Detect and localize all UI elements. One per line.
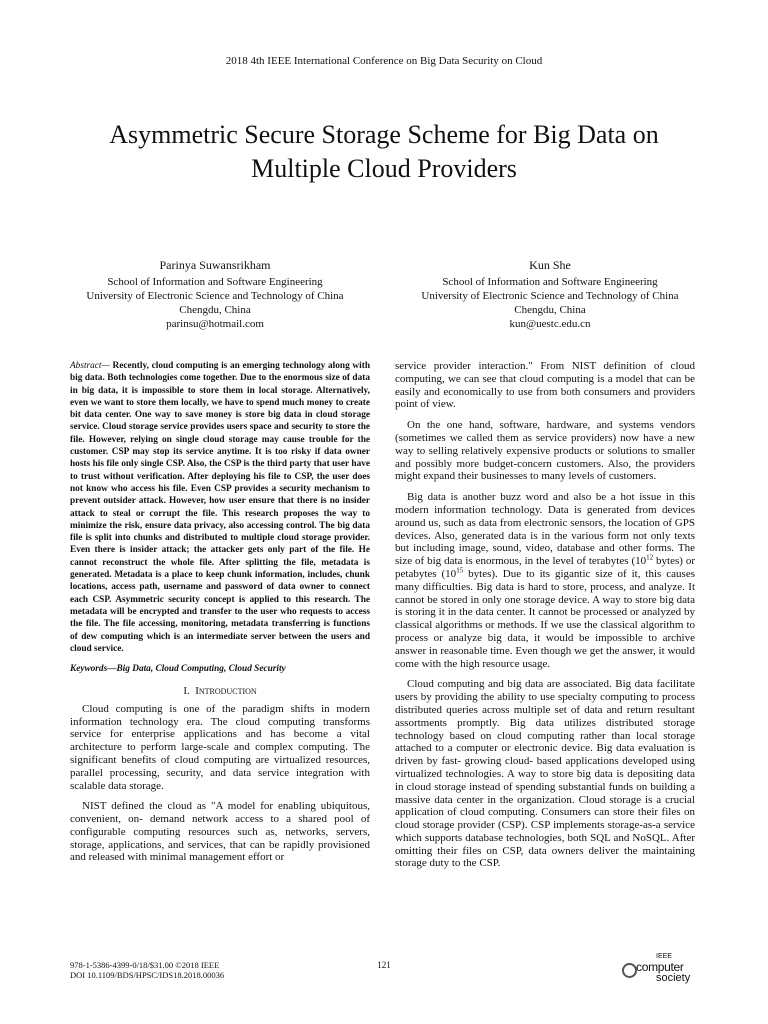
page-number: 121 [377, 960, 391, 970]
author-email: parinsu@hotmail.com [166, 318, 264, 330]
body-paragraph: On the one hand, software, hardware, and systems vendors (sometimes we called them as service providers) now have a new way to selling relatively expensive products or solutions to smaller and possibly more budget-concern customers. Also, the providers might expand their businesses to many levels of customers. [395, 419, 695, 483]
paper-title-line1: Asymmetric Secure Storage Scheme for Big Data on [109, 120, 659, 149]
author-affiliation-school: School of Information and Software Engineering [107, 276, 323, 288]
author-block-1 [50, 258, 380, 331]
body-paragraph [395, 491, 695, 670]
logo-mark-icon [622, 963, 637, 978]
section-number: I. [183, 684, 190, 697]
keywords: Keywords—Big Data, Cloud Computing, Cloud Security [70, 664, 286, 675]
author-affiliation-university: University of Electronic Science and Technology of China [86, 290, 344, 302]
paper-title-line2: Multiple Cloud Providers [251, 154, 517, 183]
logo-ieee-text: IEEE [656, 953, 672, 960]
body-paragraph: Cloud computing is one of the paradigm shifts in modern information technology era. The cloud computing transforms service for enterprise applications and has become a vital architecture to perform large-scale and complex computing. The significant benefits of cloud computing are virtualized resources, parallel processing, security, and data service integration with scalable data storage. [70, 702, 370, 792]
body-paragraph: service provider interaction." From NIST definition of cloud computing, we can see that cloud computing is a model that can be easily and economically to use from both consumers and providers point of view. [395, 360, 695, 411]
section-heading [70, 685, 370, 698]
author-affiliation-university: University of Electronic Science and Technology of China [421, 290, 679, 302]
superscript: 12 [646, 553, 654, 562]
right-column [395, 360, 695, 878]
logo-society-text: society [656, 972, 691, 984]
footer-isbn: 978-1-5386-4399-0/18/$31.00 ©2018 IEEE [70, 960, 220, 970]
text-fragment: bytes). Due to its gigantic size of it, this causes many difficulties. Big data is hard to store, process, and analyze. It cannot be stored in only one storage device. A way to store big data is storing it in the data center. It cannot be processed or analyzed by classical algorithms or methods. If we use the classical algorithm to process or analyze big data, it would be impossible to archive answer in reasonable time. Even though we get the answer, it would come with the high resource usage. [395, 567, 696, 670]
author-city: Chengdu, China [514, 304, 586, 316]
author-city: Chengdu, China [179, 304, 251, 316]
footer-doi: DOI 10.1109/BDS/HPSC/IDS18.2018.00036 [70, 970, 225, 980]
text-fragment: bytes) or petabytes (10 [395, 555, 696, 580]
section-title: Introduction [195, 684, 257, 697]
superscript: 15 [456, 566, 464, 575]
author-name: Kun She [529, 258, 571, 272]
paper-title [60, 118, 708, 186]
body-paragraph: Cloud computing and big data are associated. Big data facilitate users by providing the ability to use specialty computing to process distributed queries across multiple set of data and return resultant assortments promptly. Big data utilizes distributed storage technology based on cloud computing rather than local storage attached to a computer or electronic device. Big data evaluation is driven by fast- growing cloud- based applications developed using virtualized technologies. A way to store big data is depositing data in cloud storage instead of spending substantial funds on building a massive data center in the organization. Cloud storage is a crucial application of cloud computing. Consumers can store their files on cloud storage provider (CSP). CSP implements storage-as-a service which supports database technologies, both SQL and NoSQL. After omitting their files on CSP, data owners deliver the maintaining storage duty to the CSP. [395, 678, 695, 870]
conference-header: 2018 4th IEEE International Conference on Big Data Security on Cloud [225, 55, 543, 67]
text-fragment: Big data is another buzz word and also be a hot issue in this modern information technology. Data is generated from devices around us, such as data from electronic sensors, the location of GPS devices. Also, generated data is in the various form not only texts but including image, sound, video, database and other forms. The size of big data is enormous, in the level of terabytes (10 [395, 491, 695, 568]
left-column [70, 360, 370, 872]
author-block-2 [385, 258, 715, 331]
author-name: Parinya Suwansrikham [159, 258, 271, 272]
ieee-cs-logo-icon [620, 953, 710, 991]
author-email: kun@uestc.edu.cn [509, 318, 591, 330]
body-paragraph: NIST defined the cloud as "A model for enabling ubiquitous, convenient, on- demand network access to a shared pool of configurable computing resources such as, networks, servers, storage, applications, and services, that can be rapidly provisioned and released with minimal management effort or [70, 800, 370, 864]
abstract [70, 360, 370, 655]
abstract-text: Recently, cloud computing is an emerging technology along with big data. Both technologies come together. Due to the enormous size of data in big data, it is impossible to store them in local storage. Alternatively, even we want to store them locally, we have to spend much money to create bit data center. One way to save money is store big data in cloud storage service. Cloud storage service provides users space and security to store the file. However, relying on single cloud storage may cause trouble for the customer. CSP may stop its service anytime. It is too risky if data owner hosts his file only single CSP. Also, the CSP is the third party that user have to trust without verification. After deploying his file to CSP, the user does not know who access his file. Even CSP provides a security mechanism to prevent outsider attack. However, how user ensure that there is no insider attack to steal or corrupt the file. This research proposes the way to minimize the risk, ensure data privacy, also accessing control. The big data file is split into chunks and distributed to multiple cloud storage provider. Even there is insider attack; the attacker gets only part of the file. He cannot reconstruct the whole file. After splitting the file, metadata is generated. Metadata is a place to keep chunk information, includes, chunk locations, access path, username and password of data owner to connect each CSP. Asymmetric security concept is applied to this research. The metadata will be encrypted and transfer to the user who requests to access the file. The file accessing, monitoring, metadata transferring is functions of dew computing which is an intermediate server between the users and cloud service. [70, 361, 370, 654]
logo-computer-text: computer [636, 960, 684, 974]
author-affiliation-school: School of Information and Software Engineering [442, 276, 658, 288]
abstract-label: Abstract— [70, 361, 110, 371]
